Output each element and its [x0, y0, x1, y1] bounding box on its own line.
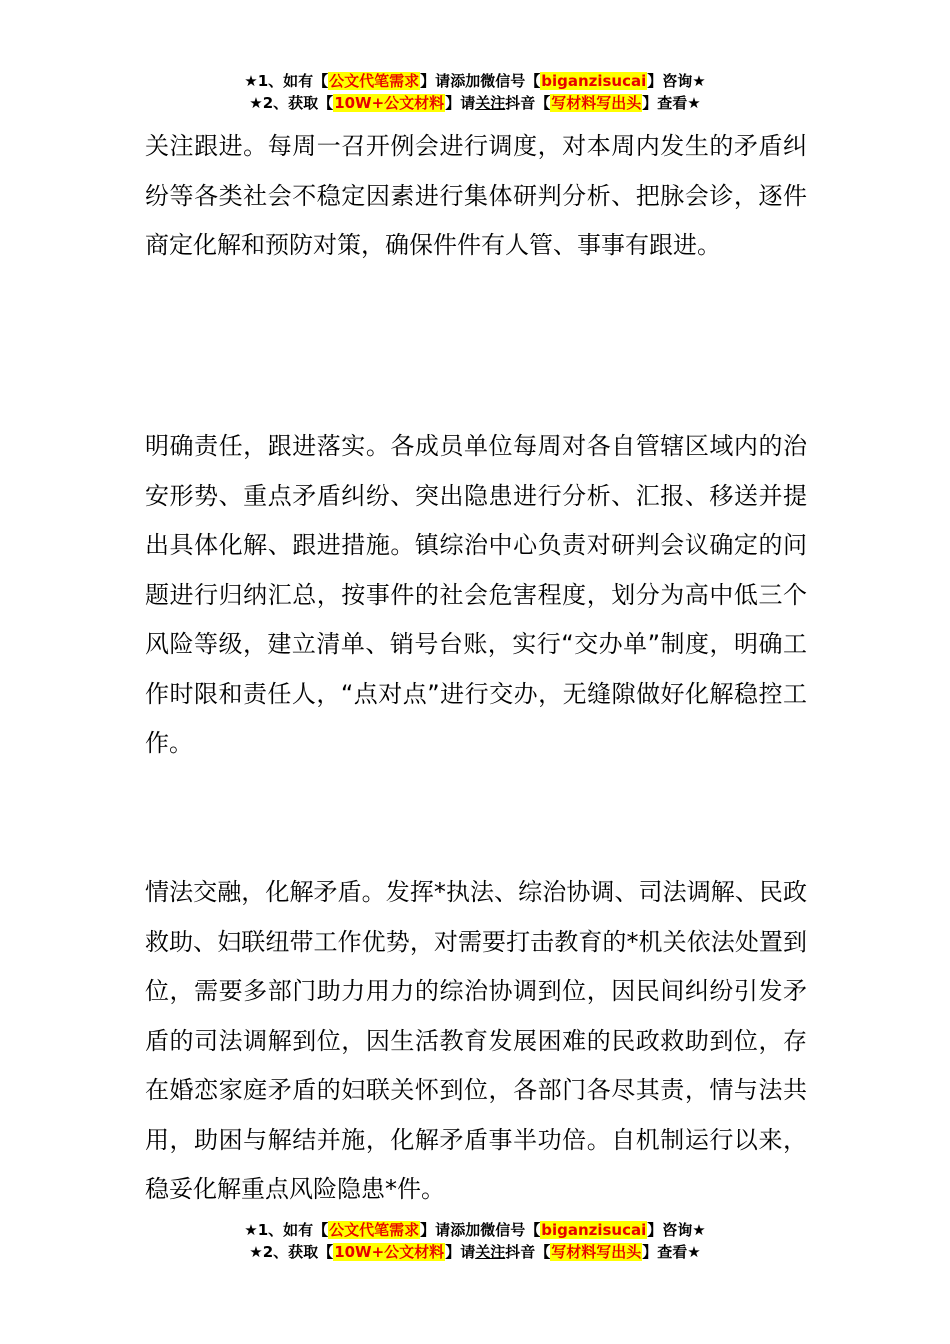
banner-line-1-highlight-1: 公文代笔需求	[329, 72, 420, 90]
banner-line-2-highlight-1: 10W+公文材料	[334, 94, 445, 112]
footer-line-1-highlight-1: 公文代笔需求	[329, 1221, 420, 1239]
banner-line-2-prefix: ★2、获取【	[249, 94, 334, 112]
footer-banner-line-2	[0, 1241, 950, 1263]
paragraph-responsibility: 明确责任，跟进落实。各成员单位每周对各自管辖区域内的治安形势、重点矛盾纠纷、突出隐患进行分析、汇报、移送并提出具体化解、跟进措施。镇综治中心负责对研判会议确定的问题进行归纳汇总，按事件的社会危害程度，划分为高中低三个风险等级，建立清单、销号台账，实行“交办单”制度，明确工作时限和责任人，“点对点”进行交办，无缝隙做好化解稳控工作。	[145, 432, 807, 757]
footer-line-1-highlight-2: biganzisucai	[541, 1221, 647, 1239]
banner-line-1	[0, 70, 950, 92]
banner-line-2-emph: 关注	[475, 94, 506, 112]
footer-line-2-highlight-1: 10W+公文材料	[334, 1243, 445, 1261]
footer-line-1-middle-1: 】请	[420, 1221, 451, 1239]
banner-line-1-middle-2: 微信号【	[480, 72, 541, 90]
header-banner	[0, 70, 950, 114]
footer-line-1-emph: 添加	[450, 1221, 481, 1239]
footer-line-2-highlight-2: 写材料写出头	[551, 1243, 642, 1261]
footer-line-2-middle-2: 抖音【	[505, 1243, 551, 1261]
footer-line-2-emph: 关注	[475, 1243, 506, 1261]
footer-line-2-prefix: ★2、获取【	[249, 1243, 334, 1261]
footer-line-1-suffix: 】咨询★	[647, 1221, 706, 1239]
paragraph-follow-up: 关注跟进。每周一召开例会进行调度，对本周内发生的矛盾纠纷等各类社会不稳定因素进行集体研判分析、把脉会诊，逐件商定化解和预防对策，确保件件有人管、事事有跟进。	[145, 132, 807, 259]
banner-line-1-middle-1: 】请	[420, 72, 451, 90]
banner-line-2-middle-1: 】请	[445, 94, 476, 112]
footer-line-2-suffix: 】查看★	[642, 1243, 701, 1261]
banner-line-1-suffix: 】咨询★	[647, 72, 706, 90]
paragraph-mediation: 情法交融，化解矛盾。发挥*执法、综治协调、司法调解、民政救助、妇联纽带工作优势，对需要打击教育的*机关依法处置到位，需要多部门助力用力的综治协调到位，因民间纠纷引发矛盾的司法调解到位，因生活教育发展困难的民政救助到位，存在婚恋家庭矛盾的妇联关怀到位，各部门各尽其责，情与法共用，助困与解结并施，化解矛盾事半功倍。自机制运行以来，稳妥化解重点风险隐患*件。	[145, 878, 807, 1203]
footer-banner-line-1	[0, 1219, 950, 1241]
footer-line-1-middle-2: 微信号【	[480, 1221, 541, 1239]
footer-line-2-middle-1: 】请	[445, 1243, 476, 1261]
banner-line-1-prefix: ★1、如有【	[244, 72, 329, 90]
banner-line-2-highlight-2: 写材料写出头	[551, 94, 642, 112]
banner-line-2-middle-2: 抖音【	[505, 94, 551, 112]
footer-banner	[0, 1219, 950, 1263]
banner-line-2-suffix: 】查看★	[642, 94, 701, 112]
banner-line-1-highlight-2: biganzisucai	[541, 72, 647, 90]
footer-line-1-prefix: ★1、如有【	[244, 1221, 329, 1239]
banner-line-2	[0, 92, 950, 114]
banner-line-1-emph: 添加	[450, 72, 481, 90]
